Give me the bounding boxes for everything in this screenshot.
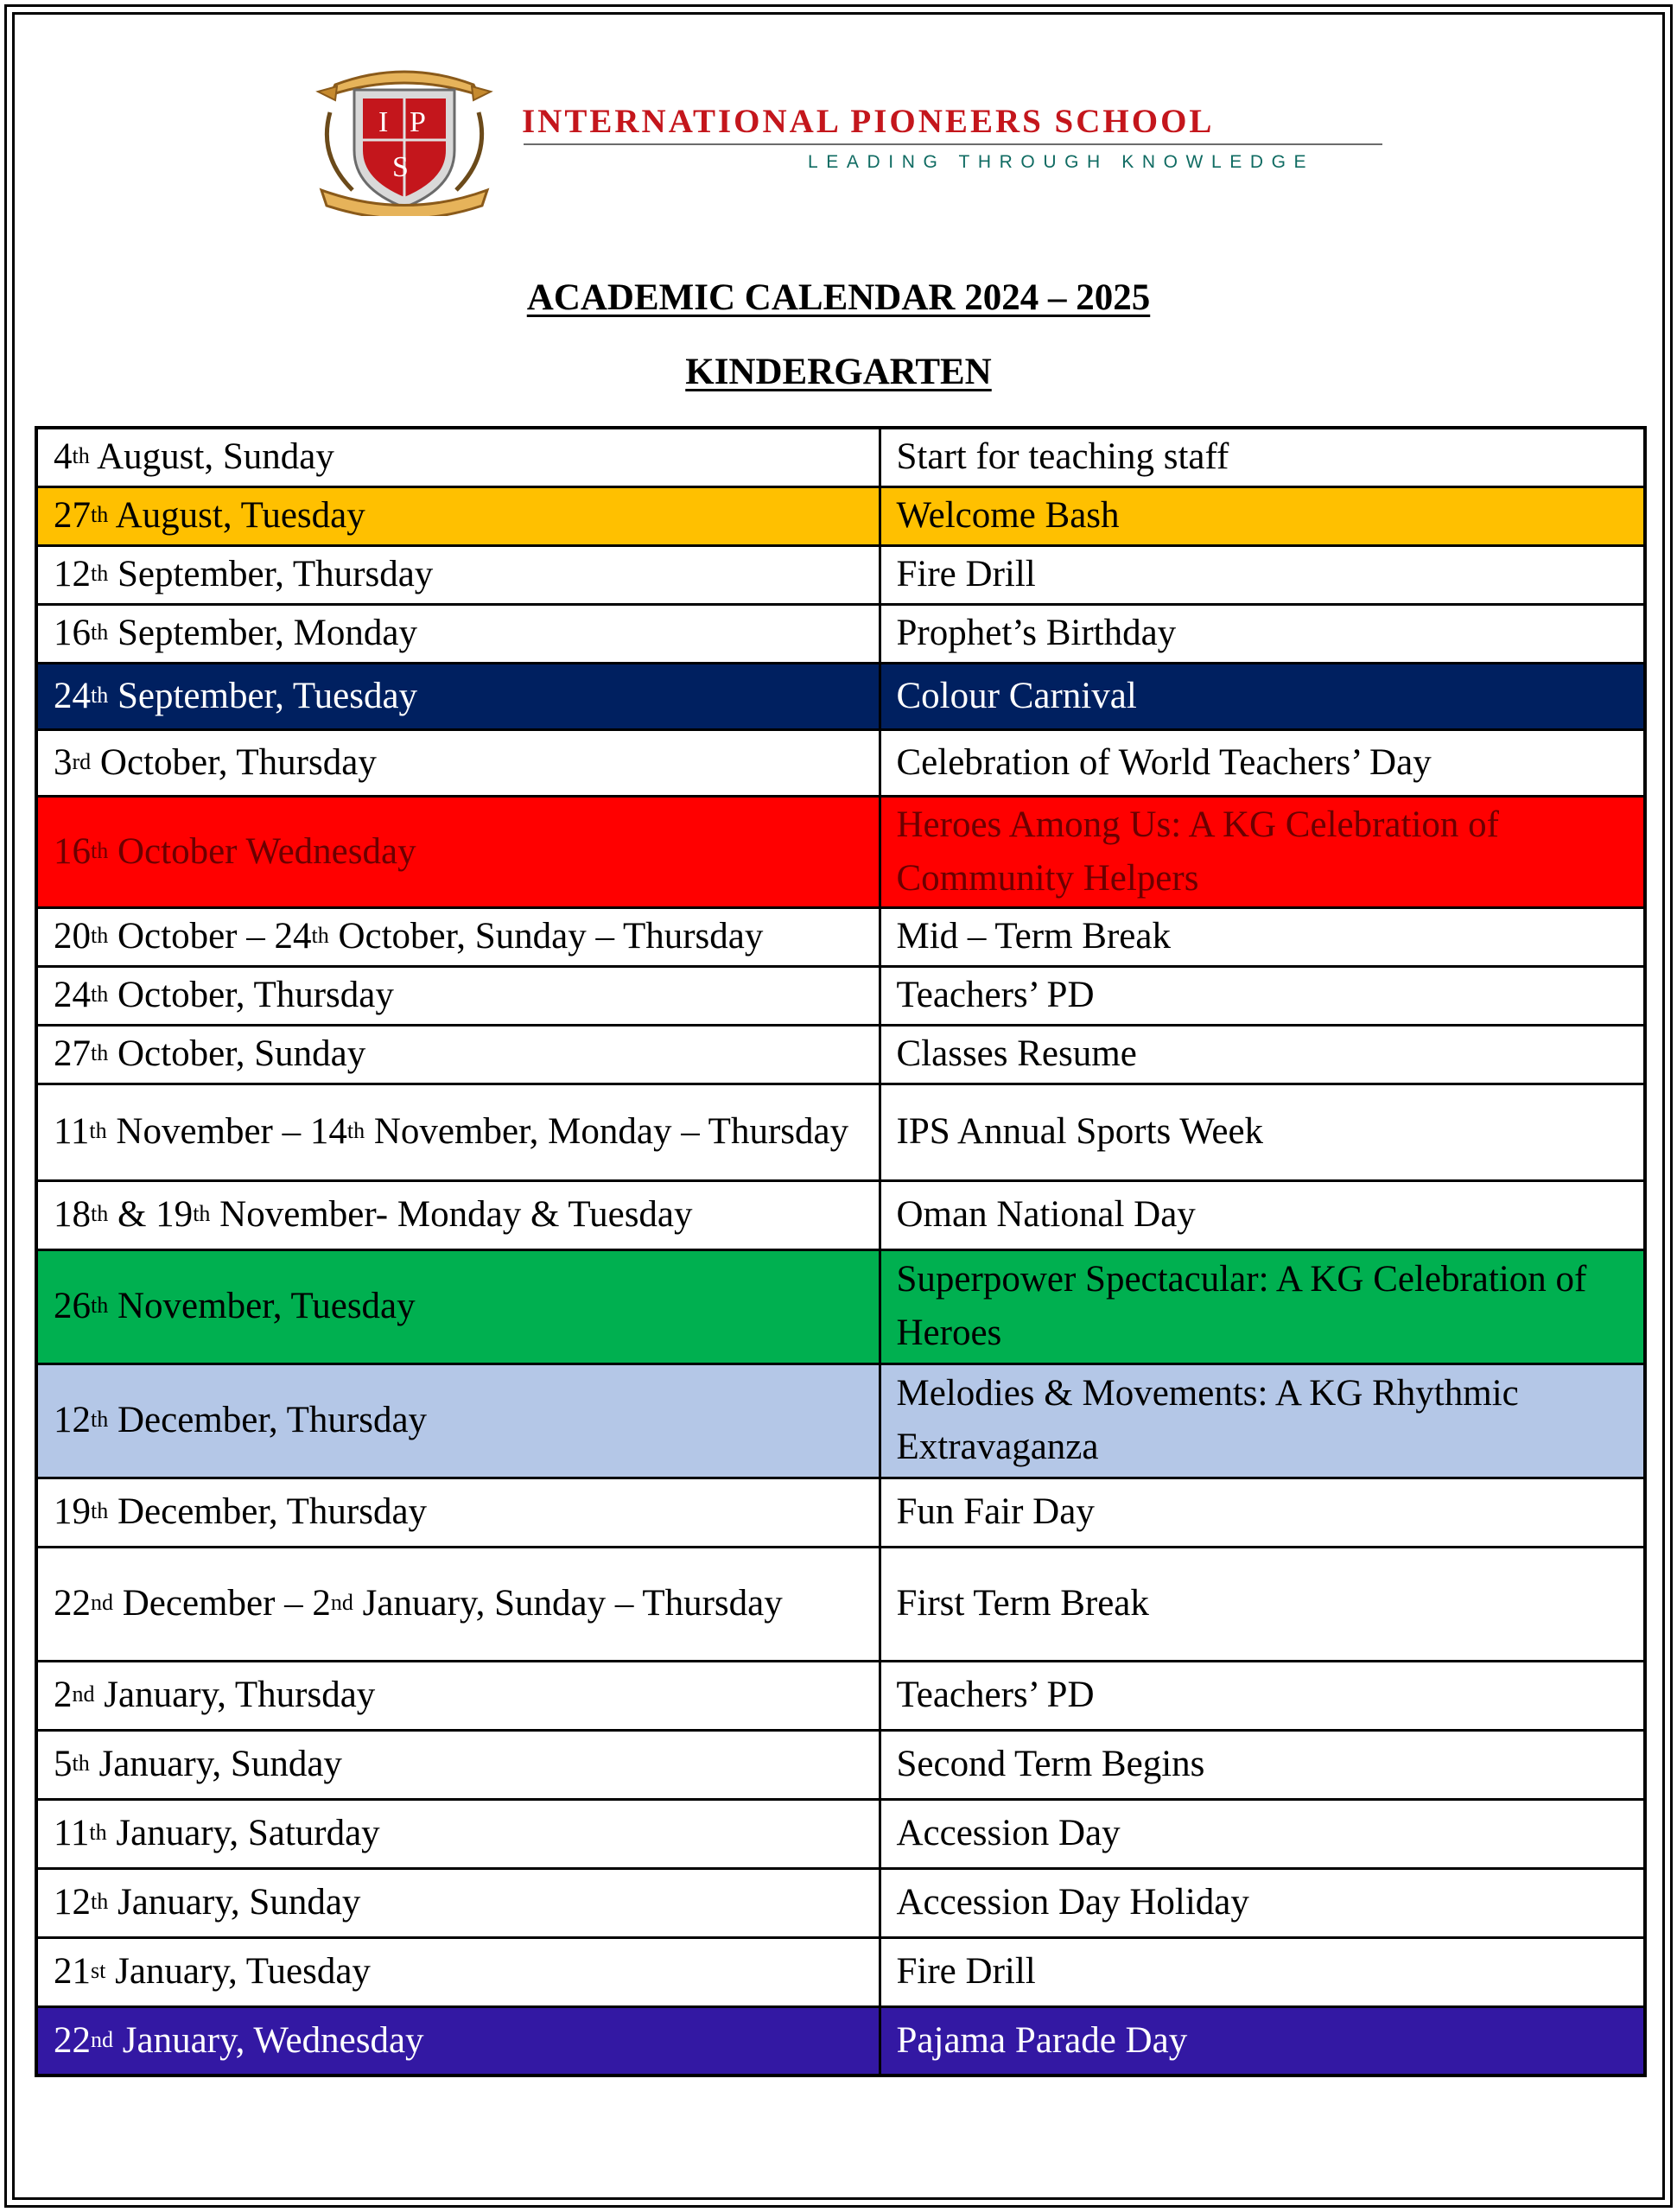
calendar-date-cell: 11th November – 14th November, Monday – Thursday [36,1084,880,1180]
crest-letter-p: P [410,106,426,138]
calendar-row [36,1547,1645,1661]
calendar-event-cell: Fire Drill [880,545,1645,604]
calendar-row [36,486,1645,545]
calendar-event-cell: Second Term Begins [880,1730,1645,1799]
calendar-date-cell: 16th October Wednesday [36,796,880,907]
calendar-date-cell: 27th August, Tuesday [36,486,880,545]
calendar-date-cell: 20th October – 24th October, Sunday – Thursday [36,907,880,966]
calendar-date-cell: 18th & 19th November- Monday & Tuesday [36,1180,880,1249]
calendar-row [36,604,1645,663]
calendar-row [36,1363,1645,1478]
calendar-row [36,1025,1645,1084]
school-crest-logo [309,60,499,216]
crest-letter-s: S [392,151,409,183]
calendar-date-cell: 12th September, Thursday [36,545,880,604]
calendar-event-cell: Welcome Bash [880,486,1645,545]
calendar-row [36,428,1645,486]
calendar-date-cell: 5th January, Sunday [36,1730,880,1799]
calendar-event-cell: Mid – Term Break [880,907,1645,966]
calendar-date-cell: 24th October, Thursday [36,966,880,1025]
calendar-row [36,729,1645,796]
calendar-row [36,1661,1645,1730]
calendar-table [35,426,1647,2077]
calendar-event-cell: Start for teaching staff [880,428,1645,486]
calendar-event-cell: Classes Resume [880,1025,1645,1084]
calendar-table-body [36,428,1645,2075]
calendar-row [36,663,1645,729]
page-title: ACADEMIC CALENDAR 2024 – 2025 [526,277,1151,318]
calendar-date-cell: 12th January, Sunday [36,1868,880,1937]
calendar-date-cell: 22nd December – 2nd January, Sunday – Thursday [36,1547,880,1661]
calendar-event-cell: Colour Carnival [880,663,1645,729]
calendar-date-cell: 4th August, Sunday [36,428,880,486]
calendar-date-cell: 3rd October, Thursday [36,729,880,796]
calendar-event-cell: Teachers’ PD [880,1661,1645,1730]
calendar-row [36,1799,1645,1868]
calendar-row [36,907,1645,966]
calendar-row [36,2006,1645,2075]
calendar-date-cell: 2nd January, Thursday [36,1661,880,1730]
calendar-event-cell: Prophet’s Birthday [880,604,1645,663]
calendar-row [36,1249,1645,1363]
calendar-event-cell: Pajama Parade Day [880,2006,1645,2075]
calendar-date-cell: 12th December, Thursday [36,1363,880,1478]
calendar-date-cell: 22nd January, Wednesday [36,2006,880,2075]
calendar-event-cell: Teachers’ PD [880,966,1645,1025]
calendar-event-cell: IPS Annual Sports Week [880,1084,1645,1180]
calendar-event-cell: Fun Fair Day [880,1478,1645,1547]
calendar-row [36,545,1645,604]
calendar-date-cell: 16th September, Monday [36,604,880,663]
school-motto: LEADING THROUGH KNOWLEDGE [808,152,1315,172]
calendar-row [36,1084,1645,1180]
calendar-event-cell: Heroes Among Us: A KG Celebration of Community Helpers [880,796,1645,907]
calendar-row [36,1478,1645,1547]
calendar-date-cell: 26th November, Tuesday [36,1249,880,1363]
header-divider [524,143,1382,145]
calendar-event-cell: First Term Break [880,1547,1645,1661]
calendar-event-cell: Melodies & Movements: A KG Rhythmic Extravaganza [880,1363,1645,1478]
page-subtitle: KINDERGARTEN [685,352,992,392]
calendar-event-cell: Celebration of World Teachers’ Day [880,729,1645,796]
calendar-event-cell: Superpower Spectacular: A KG Celebration of Heroes [880,1249,1645,1363]
calendar-event-cell: Oman National Day [880,1180,1645,1249]
calendar-row [36,1730,1645,1799]
calendar-row [36,1868,1645,1937]
calendar-row [36,1937,1645,2006]
calendar-event-cell: Accession Day Holiday [880,1868,1645,1937]
calendar-event-cell: Accession Day [880,1799,1645,1868]
calendar-row [36,966,1645,1025]
school-name: INTERNATIONAL PIONEERS SCHOOL [522,103,1215,140]
calendar-date-cell: 27th October, Sunday [36,1025,880,1084]
crest-letter-i: I [378,106,389,138]
calendar-row [36,796,1645,907]
calendar-date-cell: 21st January, Tuesday [36,1937,880,2006]
calendar-event-cell: Fire Drill [880,1937,1645,2006]
calendar-row [36,1180,1645,1249]
calendar-date-cell: 11th January, Saturday [36,1799,880,1868]
calendar-date-cell: 24th September, Tuesday [36,663,880,729]
calendar-date-cell: 19th December, Thursday [36,1478,880,1547]
